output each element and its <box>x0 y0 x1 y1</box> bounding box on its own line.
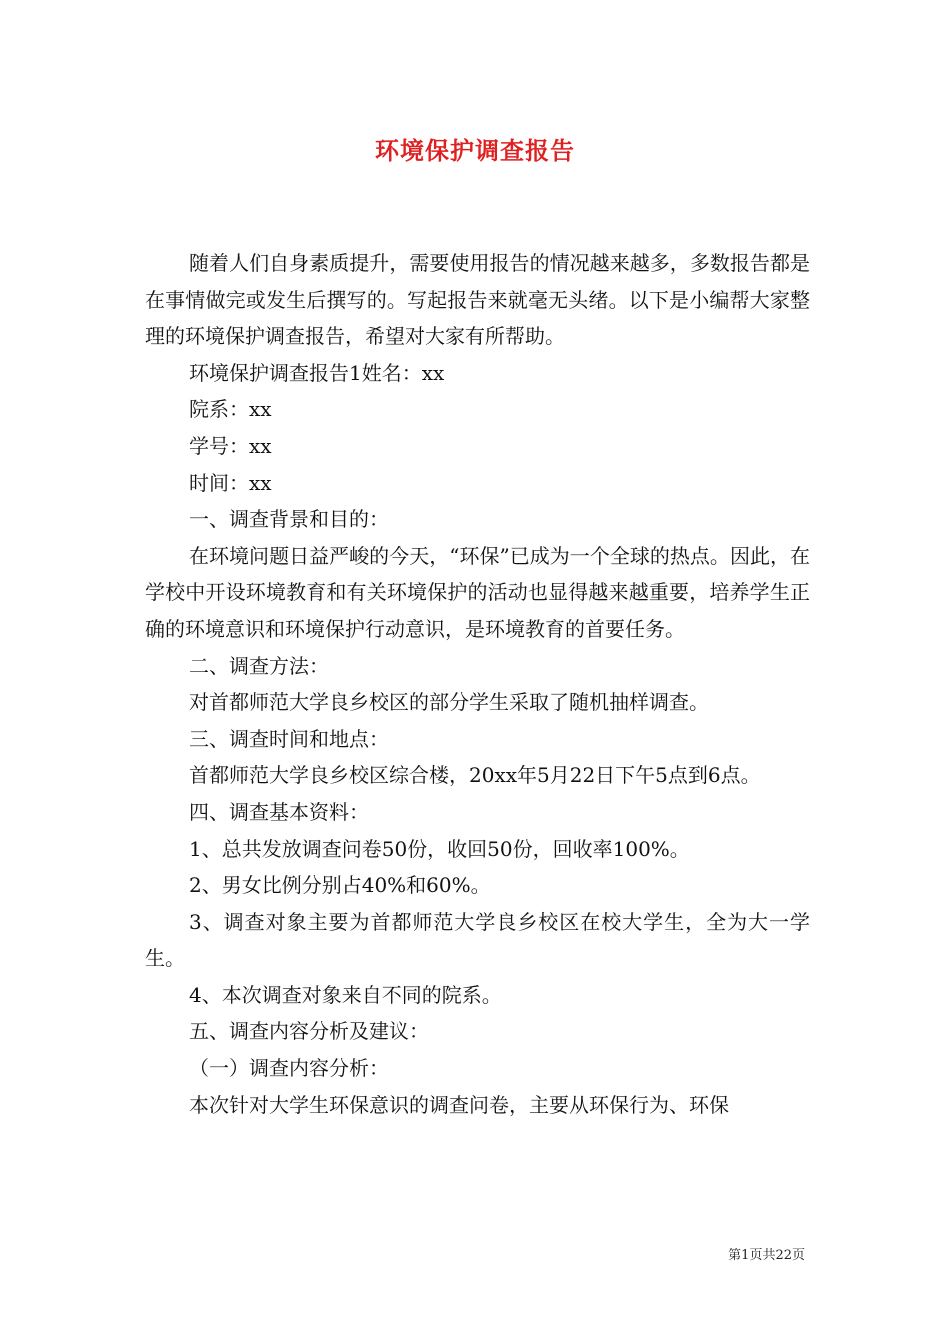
section-heading-method: 二、调查方法： <box>189 653 329 678</box>
page-number: 第1页共22页 <box>728 1248 805 1263</box>
subsection-heading-content: （一）调查内容分析： <box>189 1056 389 1081</box>
document-body <box>145 245 810 1123</box>
paragraph-department: 院系：xx <box>189 397 272 422</box>
section-heading-analysis: 五、调查内容分析及建议： <box>189 1019 429 1044</box>
list-item-subjects: 3、调查对象主要为首都师范大学良乡校区在校大学生，全为大一学生。 <box>145 909 810 971</box>
paragraph-content-analysis: 本次针对大学生环保意识的调查问卷，主要从环保行为、环保 <box>189 1092 729 1117</box>
paragraph-time: 时间：xx <box>189 470 272 495</box>
section-heading-time-place: 三、调查时间和地点： <box>189 726 389 751</box>
list-item-departments: 4、本次调查对象来自不同的院系。 <box>189 982 502 1007</box>
section-heading-background: 一、调查背景和目的： <box>189 507 389 532</box>
paragraph-background: 在环境问题日益严峻的今天，“环保”已成为一个全球的热点。因此，在学校中开设环境教育和有关环境保护的活动也显得越来越重要，培养学生正确的环境意识和环境保护行动意识，是环境教育的首要任务。 <box>145 543 810 641</box>
paragraph-intro: 随着人们自身素质提升，需要使用报告的情况越来越多，多数报告都是在事情做完或发生后撰写的。写起报告来就毫无头绪。以下是小编帮大家整理的环境保护调查报告，希望对大家有所帮助。 <box>145 251 810 349</box>
list-item-gender-ratio: 2、男女比例分别占40%和60%。 <box>189 873 491 898</box>
paragraph-report-name: 环境保护调查报告1姓名：xx <box>189 360 445 385</box>
paragraph-time-place: 首都师范大学良乡校区综合楼，20xx年5月22日下午5点到6点。 <box>189 763 761 788</box>
list-item-questionnaire: 1、总共发放调查问卷50份，收回50份，回收率100%。 <box>189 836 690 861</box>
section-heading-basic-info: 四、调查基本资料： <box>189 799 369 824</box>
paragraph-student-id: 学号：xx <box>189 433 272 458</box>
document-title: 环境保护调查报告 <box>375 136 575 165</box>
paragraph-method: 对首都师范大学良乡校区的部分学生采取了随机抽样调查。 <box>189 690 709 715</box>
